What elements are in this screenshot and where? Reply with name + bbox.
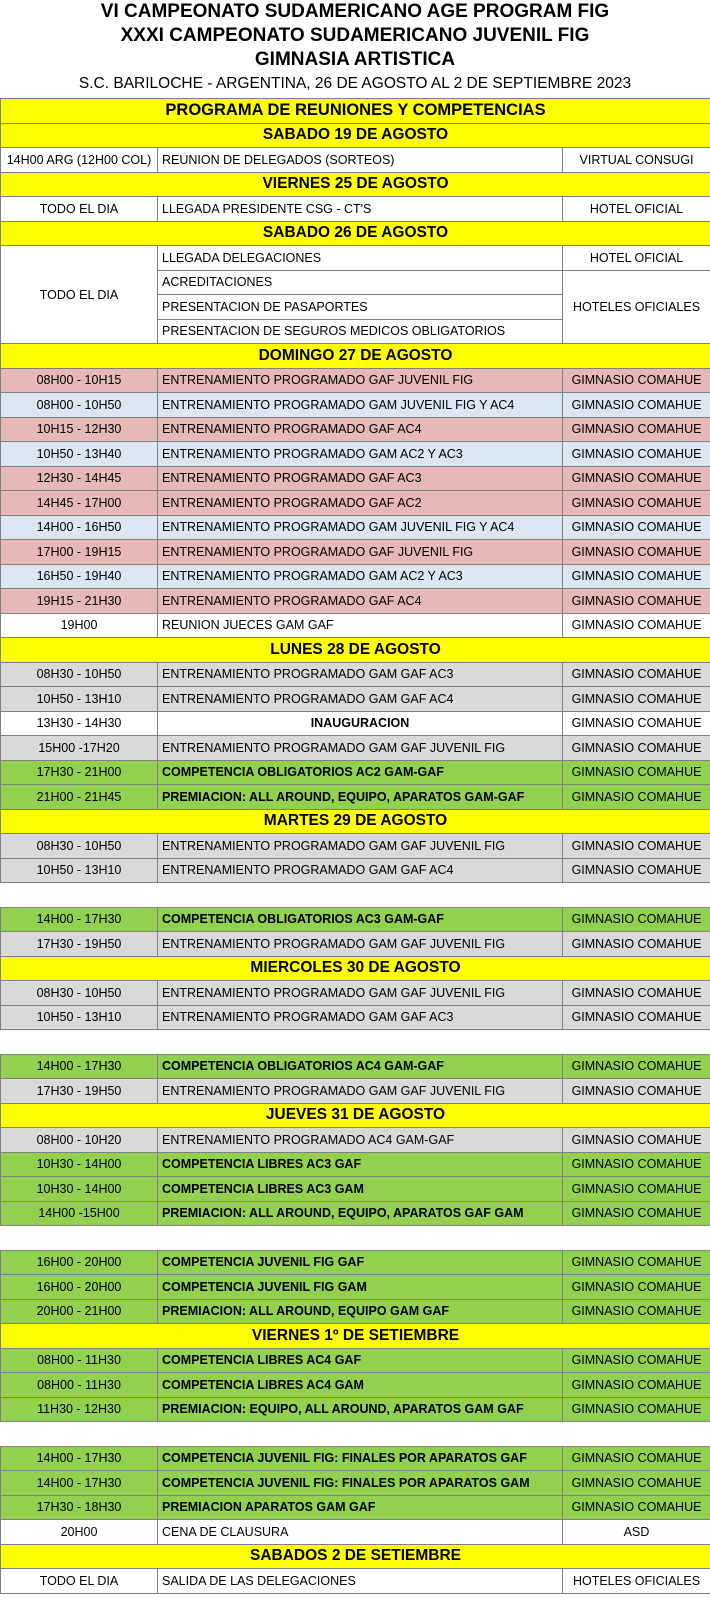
table-row: TODO EL DIA LLEGADA PRESIDENTE CSG - CT'S HOTEL OFICIAL: [1, 197, 710, 222]
spacer-row: [1, 1030, 710, 1055]
day-header: MIERCOLES 30 DE AGOSTO: [1, 956, 710, 981]
table-row: 10H50 - 13H40 ENTRENAMIENTO PROGRAMADO GAM AC2 Y AC3 GIMNASIO COMAHUE: [1, 442, 710, 467]
table-row: 14H00 - 17H30 COMPETENCIA OBLIGATORIOS AC3 GAM-GAF GIMNASIO COMAHUE: [1, 907, 710, 932]
spacer-row: [1, 883, 710, 908]
schedule-table: [0, 98, 710, 1594]
table-row: 20H00 CENA DE CLAUSURA ASD: [1, 1520, 710, 1545]
table-row: 17H30 - 19H50 ENTRENAMIENTO PROGRAMADO GAM GAF JUVENIL FIG GIMNASIO COMAHUE: [1, 1079, 710, 1104]
day-header: LUNES 28 DE AGOSTO: [1, 638, 710, 663]
day-header: VIERNES 1º DE SETIEMBRE: [1, 1324, 710, 1349]
document-header: [0, 0, 710, 98]
table-row: TODO EL DIA SALIDA DE LAS DELEGACIONES HOTELES OFICIALES: [1, 1569, 710, 1594]
table-row: 15H00 -17H20 ENTRENAMIENTO PROGRAMADO GAM GAF JUVENIL FIG GIMNASIO COMAHUE: [1, 736, 710, 761]
spacer-row: [1, 1226, 710, 1251]
day-header: SABADO 19 DE AGOSTO: [1, 123, 710, 148]
table-row: 13H30 - 14H30 INAUGURACION GIMNASIO COMAHUE: [1, 711, 710, 736]
table-row: 16H00 - 20H00 COMPETENCIA JUVENIL FIG GAF GIMNASIO COMAHUE: [1, 1250, 710, 1275]
day-header: SABADOS 2 DE SETIEMBRE: [1, 1544, 710, 1569]
table-row: 20H00 - 21H00 PREMIACION: ALL AROUND, EQUIPO GAM GAF GIMNASIO COMAHUE: [1, 1299, 710, 1324]
table-row: 10H50 - 13H10 ENTRENAMIENTO PROGRAMADO GAM GAF AC4 GIMNASIO COMAHUE: [1, 858, 710, 883]
table-row: 14H00 - 17H30 COMPETENCIA JUVENIL FIG: FINALES POR APARATOS GAF GIMNASIO COMAHUE: [1, 1446, 710, 1471]
spacer-row: [1, 1422, 710, 1447]
day-header: VIERNES 25 DE AGOSTO: [1, 172, 710, 197]
program-title-row: [1, 99, 710, 124]
table-row: 16H50 - 19H40 ENTRENAMIENTO PROGRAMADO GAM AC2 Y AC3 GIMNASIO COMAHUE: [1, 564, 710, 589]
table-row: 10H15 - 12H30 ENTRENAMIENTO PROGRAMADO GAF AC4 GIMNASIO COMAHUE: [1, 417, 710, 442]
day-header: MARTES 29 DE AGOSTO: [1, 809, 710, 834]
title-line-1: VI CAMPEONATO SUDAMERICANO AGE PROGRAM FIG: [100, 1, 610, 22]
table-row: 14H45 - 17H00 ENTRENAMIENTO PROGRAMADO GAF AC2 GIMNASIO COMAHUE: [1, 491, 710, 516]
table-row: PRESENTACION DE PASAPORTES: [1, 295, 710, 320]
table-row: 08H00 - 10H50 ENTRENAMIENTO PROGRAMADO GAM JUVENIL FIG Y AC4 GIMNASIO COMAHUE: [1, 393, 710, 418]
table-row: 12H30 - 14H45 ENTRENAMIENTO PROGRAMADO GAF AC3 GIMNASIO COMAHUE: [1, 466, 710, 491]
day-header: DOMINGO 27 DE AGOSTO: [1, 344, 710, 369]
title-line-3: GIMNASIA ARTISTICA: [254, 49, 456, 70]
table-row: 10H30 - 14H00 COMPETENCIA LIBRES AC3 GAF GIMNASIO COMAHUE: [1, 1152, 710, 1177]
table-row: 17H30 - 21H00 COMPETENCIA OBLIGATORIOS AC2 GAM-GAF GIMNASIO COMAHUE: [1, 760, 710, 785]
table-row: 17H30 - 19H50 ENTRENAMIENTO PROGRAMADO GAM GAF JUVENIL FIG GIMNASIO COMAHUE: [1, 932, 710, 957]
table-row: 14H00 - 17H30 COMPETENCIA JUVENIL FIG: FINALES POR APARATOS GAM GIMNASIO COMAHUE: [1, 1471, 710, 1496]
day-header: SABADO 26 DE AGOSTO: [1, 221, 710, 246]
table-row: 14H00 ARG (12H00 COL) REUNION DE DELEGADOS (SORTEOS) VIRTUAL CONSUGI: [1, 148, 710, 173]
table-row: 08H00 - 10H15 ENTRENAMIENTO PROGRAMADO GAF JUVENIL FIG GIMNASIO COMAHUE: [1, 368, 710, 393]
table-row: 19H15 - 21H30 ENTRENAMIENTO PROGRAMADO GAF AC4 GIMNASIO COMAHUE: [1, 589, 710, 614]
table-row: 16H00 - 20H00 COMPETENCIA JUVENIL FIG GAM GIMNASIO COMAHUE: [1, 1275, 710, 1300]
program-title: PROGRAMA DE REUNIONES Y COMPETENCIAS: [1, 99, 710, 124]
table-row: 08H00 - 10H20 ENTRENAMIENTO PROGRAMADO AC4 GAM-GAF GIMNASIO COMAHUE: [1, 1128, 710, 1153]
table-row: 19H00 REUNION JUECES GAM GAF GIMNASIO COMAHUE: [1, 613, 710, 638]
table-row: 08H30 - 10H50 ENTRENAMIENTO PROGRAMADO GAM GAF JUVENIL FIG GIMNASIO COMAHUE: [1, 981, 710, 1006]
table-row: ACREDITACIONES HOTELES OFICIALES: [1, 270, 710, 295]
table-row: 11H30 - 12H30 PREMIACION: EQUIPO, ALL AROUND, APARATOS GAM GAF GIMNASIO COMAHUE: [1, 1397, 710, 1422]
table-row: 17H30 - 18H30 PREMIACION APARATOS GAM GAF GIMNASIO COMAHUE: [1, 1495, 710, 1520]
table-row: 10H30 - 14H00 COMPETENCIA LIBRES AC3 GAM GIMNASIO COMAHUE: [1, 1177, 710, 1202]
table-row: 08H00 - 11H30 COMPETENCIA LIBRES AC4 GAM GIMNASIO COMAHUE: [1, 1373, 710, 1398]
table-row: 14H00 - 16H50 ENTRENAMIENTO PROGRAMADO GAM JUVENIL FIG Y AC4 GIMNASIO COMAHUE: [1, 515, 710, 540]
table-row: PRESENTACION DE SEGUROS MEDICOS OBLIGATORIOS: [1, 319, 710, 344]
day-header: JUEVES 31 DE AGOSTO: [1, 1103, 710, 1128]
table-row: 14H00 -15H00 PREMIACION: ALL AROUND, EQUIPO, APARATOS GAF GAM GIMNASIO COMAHUE: [1, 1201, 710, 1226]
table-row: 21H00 - 21H45 PREMIACION: ALL AROUND, EQUIPO, APARATOS GAM-GAF GIMNASIO COMAHUE: [1, 785, 710, 810]
table-row: 08H30 - 10H50 ENTRENAMIENTO PROGRAMADO GAM GAF AC3 GIMNASIO COMAHUE: [1, 662, 710, 687]
table-row: 08H00 - 11H30 COMPETENCIA LIBRES AC4 GAF GIMNASIO COMAHUE: [1, 1348, 710, 1373]
table-row: 10H50 - 13H10 ENTRENAMIENTO PROGRAMADO GAM GAF AC4 GIMNASIO COMAHUE: [1, 687, 710, 712]
title-line-2: XXXI CAMPEONATO SUDAMERICANO JUVENIL FIG: [120, 25, 590, 46]
table-row: 10H50 - 13H10 ENTRENAMIENTO PROGRAMADO GAM GAF AC3 GIMNASIO COMAHUE: [1, 1005, 710, 1030]
table-row: TODO EL DIA LLEGADA DELEGACIONES HOTEL OFICIAL: [1, 246, 710, 271]
table-row: 14H00 - 17H30 COMPETENCIA OBLIGATORIOS AC4 GAM-GAF GIMNASIO COMAHUE: [1, 1054, 710, 1079]
table-row: 17H00 - 19H15 ENTRENAMIENTO PROGRAMADO GAF JUVENIL FIG GIMNASIO COMAHUE: [1, 540, 710, 565]
location-dates: S.C. BARILOCHE - ARGENTINA, 26 DE AGOSTO AL 2 DE SEPTIEMBRE 2023: [78, 75, 632, 92]
table-row: 08H30 - 10H50 ENTRENAMIENTO PROGRAMADO GAM GAF JUVENIL FIG GIMNASIO COMAHUE: [1, 834, 710, 859]
